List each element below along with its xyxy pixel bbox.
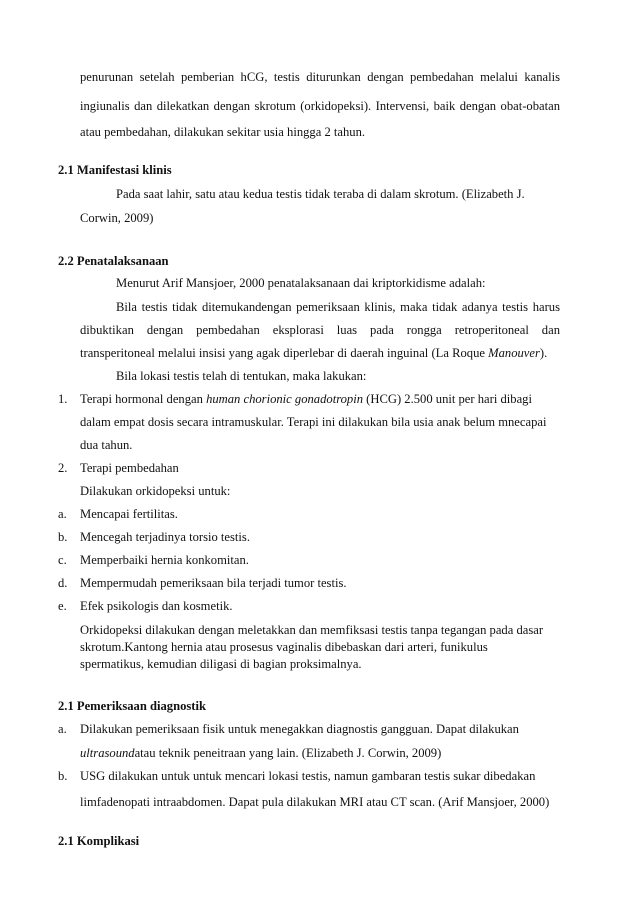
intro-line-1: penurunan setelah pemberian hCG, testis diturunkan dengan pembedahan melalui kanalis bbox=[80, 70, 560, 84]
list-item: Mempermudah pemeriksaan bila terjadi tumor testis. bbox=[80, 576, 347, 590]
list-item: Memperbaiki hernia konkomitan. bbox=[80, 553, 249, 567]
p2-line-3-end: ). bbox=[539, 346, 548, 360]
list-item: Mencegah terjadinya torsio testis. bbox=[80, 530, 250, 544]
penatalaksanaan-intro: Menurut Arif Mansjoer, 2000 penatalaksanaan dai kriptorkidisme adalah: bbox=[116, 276, 486, 290]
terapi-hormonal-dose: (HCG) 2.500 unit per hari dibagi bbox=[363, 392, 532, 406]
terapi-pembedahan: Terapi pembedahan bbox=[80, 461, 179, 475]
terapi-hormonal-text: Terapi hormonal dengan bbox=[80, 392, 207, 406]
list-item: Efek psikologis dan kosmetik. bbox=[80, 599, 233, 613]
list-marker-1: 1. bbox=[58, 392, 68, 406]
orkidopeksi-intro: Dilakukan orkidopeksi untuk: bbox=[80, 484, 231, 498]
diagnostik-marker-b: b. bbox=[58, 769, 68, 783]
heading-penatalaksanaan: 2.2 Penatalaksanaan bbox=[58, 254, 169, 268]
intro-line-3: atau pembedahan, dilakukan sekitar usia hingga 2 tahun. bbox=[80, 125, 366, 139]
orkidopeksi-line-2: skrotum.Kantong hernia atau prosesus vaginalis dibebaskan dari arteri, funikulus bbox=[80, 640, 488, 654]
p2-line-3-text: transperitoneal melalui insisi yang agak diperlebar di daerah inguinal (La Roque bbox=[80, 346, 489, 360]
la-roque-manouver-italic: Manouver bbox=[488, 346, 540, 360]
heading-manifestasi: 2.1 Manifestasi klinis bbox=[58, 163, 172, 177]
heading-diagnostik: 2.1 Pemeriksaan diagnostik bbox=[58, 699, 206, 713]
diagnostik-a-line-2-text: atau teknik peneitraan yang lain. (Elizabeth J. Corwin, 2009) bbox=[134, 746, 442, 760]
manifestasi-line-2: Corwin, 2009) bbox=[80, 211, 154, 225]
penatalaksanaan-p2-line-2: dibuktikan dengan pembedahan eksplorasi luas pada rongga retroperitoneal dan bbox=[80, 323, 560, 337]
penatalaksanaan-p2-line-1: Bila testis tidak ditemukandengan pemeriksaan klinis, maka tidak adanya testis harus bbox=[116, 300, 560, 314]
diagnostik-a-line-1: Dilakukan pemeriksaan fisik untuk menegakkan diagnostis gangguan. Dapat dilakukan bbox=[80, 722, 519, 736]
list-item-marker: a. bbox=[58, 507, 67, 521]
manifestasi-line-1: Pada saat lahir, satu atau kedua testis tidak teraba di dalam skrotum. (Elizabeth J. bbox=[116, 187, 525, 201]
diagnostik-b-line-2: limfadenopati intraabdomen. Dapat pula dilakukan MRI atau CT scan. (Arif Mansjoer, 2000) bbox=[80, 795, 550, 809]
diagnostik-marker-a: a. bbox=[58, 722, 67, 736]
heading-komplikasi: 2.1 Komplikasi bbox=[58, 834, 140, 848]
penatalaksanaan-p2-line-3 bbox=[80, 345, 547, 361]
diagnostik-b-line-1: USG dilakukan untuk untuk mencari lokasi testis, namun gambaran testis sukar dibedakan bbox=[80, 769, 536, 783]
orkidopeksi-line-1: Orkidopeksi dilakukan dengan meletakkan dan memfiksasi testis tanpa tegangan pada dasar bbox=[80, 623, 544, 637]
list-item-marker: e. bbox=[58, 599, 67, 613]
list-marker-2: 2. bbox=[58, 461, 68, 475]
penatalaksanaan-p3: Bila lokasi testis telah di tentukan, maka lakukan: bbox=[116, 369, 367, 383]
list-item-marker: d. bbox=[58, 576, 68, 590]
ultrasound-italic: ultrasound bbox=[80, 746, 135, 760]
intro-line-2: ingiunalis dan dilekatkan dengan skrotum (orkidopeksi). Intervensi, baik dengan obat-obatan bbox=[80, 99, 560, 113]
orkidopeksi-line-3: spermatikus, kemudian diligasi di bagian proksimalnya. bbox=[80, 657, 362, 671]
list-item: Mencapai fertilitas. bbox=[80, 507, 178, 521]
terapi-hormonal-line-2: dalam empat dosis secara intramuskular. Terapi ini dilakukan bila usia anak belum mnecapai bbox=[80, 415, 547, 429]
list-item-marker: b. bbox=[58, 530, 68, 544]
diagnostik-a-line-2 bbox=[80, 745, 441, 761]
list-item-marker: c. bbox=[58, 553, 67, 567]
hcg-italic: human chorionic gonadotropin bbox=[206, 392, 364, 406]
terapi-hormonal-line-1 bbox=[80, 391, 532, 407]
terapi-hormonal-line-3: dua tahun. bbox=[80, 438, 133, 452]
